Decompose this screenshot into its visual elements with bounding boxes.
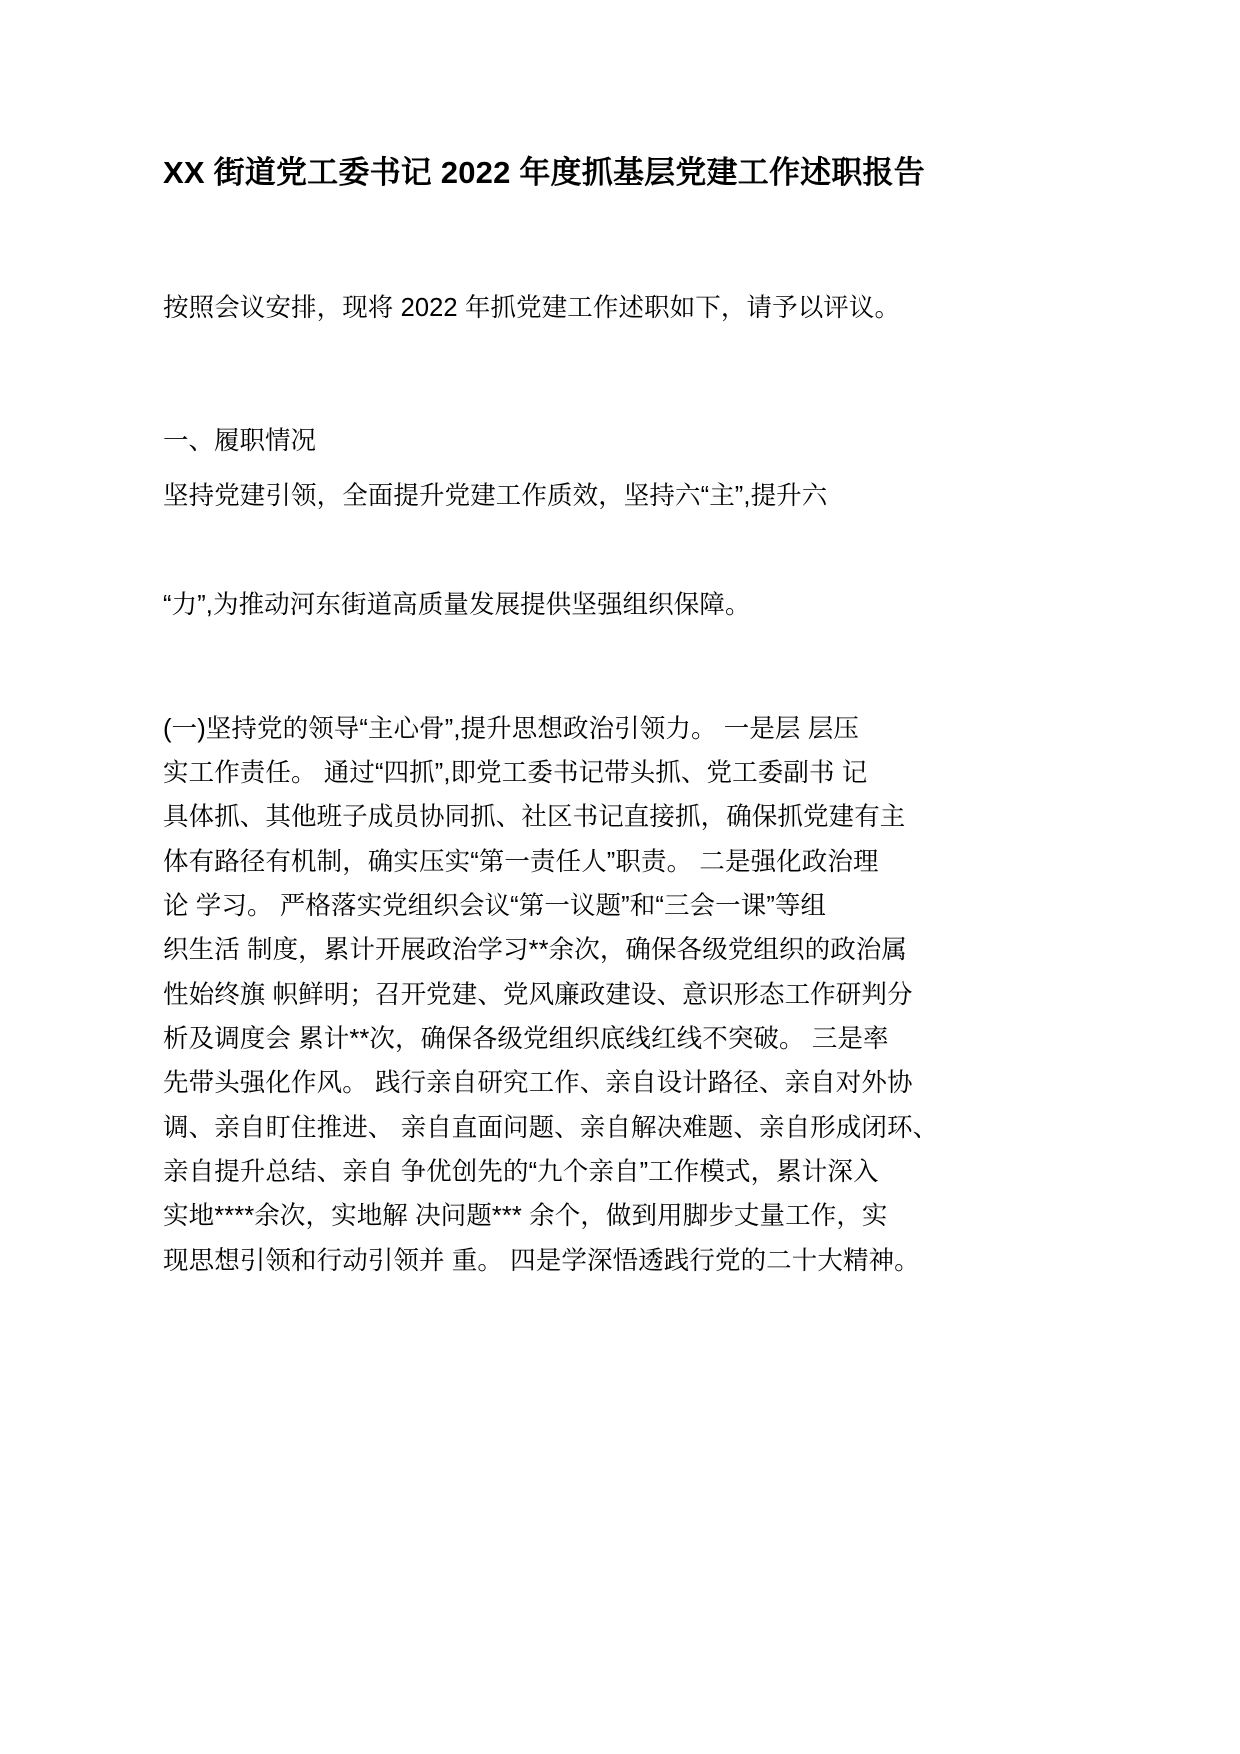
body-line: 织生活 制度，累计开展政治学习**余次，确保各级党组织的政治属	[163, 936, 908, 965]
body-line: 实工作责任。 通过“四抓”,即党工委书记带头抓、党工委副书 记	[163, 758, 868, 787]
intro-paragraph: 按照会议安排，现将 2022 年抓党建工作述职如下，请予以评议。	[163, 293, 901, 322]
body-line: 亲自提升总结、亲自 争优创先的“九个亲自”工作模式，累计深入	[163, 1158, 879, 1187]
page-title: XX 街道党工委书记 2022 年度抓基层党建工作述职报告	[163, 155, 925, 190]
body-line: 调、亲自盯住推进、 亲自直面问题、亲自解决难题、亲自形成闭环、	[163, 1113, 939, 1142]
body-line: 体有路径有机制，确实压实“第一责任人”职责。 二是强化政治理	[163, 847, 879, 876]
page-body	[163, 0, 953, 1283]
section-body-paragraph	[163, 627, 953, 1284]
body-line: 具体抓、其他班子成员协同抓、社区书记直接抓，确保抓党建有主	[163, 803, 906, 832]
body-line: 先带头强化作风。 践行亲自研究工作、亲自设计路径、亲自对外协	[163, 1069, 913, 1098]
body-line: 析及调度会 累计**次，确保各级党组织底线红线不突破。 三是率	[163, 1025, 889, 1054]
section-heading-1: 一、履职情况	[163, 427, 317, 456]
body-line: 论 学习。 严格落实党组织会议“第一议题”和“三会一课”等组	[163, 891, 827, 920]
body-line: 实地****余次，实地解 决问题*** 余个，做到用脚步丈量工作，实	[163, 1202, 888, 1231]
body-line: 性始终旗 帜鲜明；召开党建、党风廉政建设、意识形态工作研判分	[163, 980, 913, 1009]
body-line: 现思想引领和行动引领并 重。 四是学深悟透践行党的二十大精神。	[163, 1246, 920, 1275]
section-lead-line-2: “力”,为推动河东街道高质量发展提供坚强组织保障。	[163, 591, 751, 620]
section-lead-line-1: 坚持党建引领，全面提升党建工作质效，坚持六“主”,提升六	[163, 481, 828, 510]
body-line: (一)坚持党的领导“主心骨”,提升思想政治引领力。 一是层 层压	[163, 714, 859, 743]
